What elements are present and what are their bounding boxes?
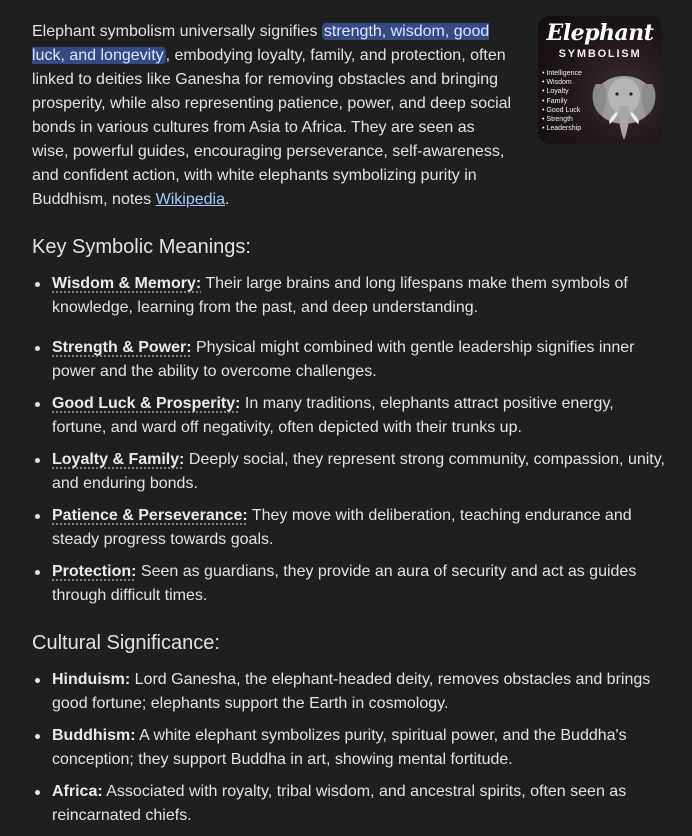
term-africa: Africa: bbox=[52, 783, 103, 800]
term-protection[interactable]: Protection: bbox=[52, 563, 137, 580]
image-list-item: • Strength bbox=[542, 115, 582, 124]
wikipedia-link[interactable]: Wikipedia bbox=[155, 191, 225, 208]
list-item bbox=[52, 560, 672, 608]
image-list-item: • Loyalty bbox=[542, 87, 582, 96]
list-item-text: Seen as guardians, they provide an aura of security and act as guides through difficult times. bbox=[52, 563, 637, 604]
list-item-text: Their large brains and long lifespans make them symbols of knowledge, learning from the past, and deep understanding. bbox=[52, 275, 628, 316]
cultural-significance-list bbox=[32, 668, 672, 828]
image-list-item: • Leadership bbox=[542, 124, 582, 133]
term-hinduism: Hinduism: bbox=[52, 671, 131, 688]
image-list-item: • Intelligence bbox=[542, 69, 582, 78]
list-item-text: Physical might combined with gentle leadership signifies inner power and the ability to overcome challenges. bbox=[52, 339, 635, 380]
key-meanings-heading: Key Symbolic Meanings: bbox=[32, 236, 251, 258]
term-good-luck-prosperity[interactable]: Good Luck & Prosperity: bbox=[52, 395, 241, 412]
intro-text-end: . bbox=[224, 191, 230, 208]
image-list-item: • Good Luck bbox=[542, 106, 582, 115]
list-item bbox=[52, 336, 672, 384]
term-strength-power[interactable]: Strength & Power: bbox=[52, 339, 192, 356]
list-item-text: A white elephant symbolizes purity, spiritual power, and the Buddha's conception; they support Buddha in art, showing mental fortitude. bbox=[52, 727, 627, 768]
intro-section bbox=[32, 20, 672, 212]
image-list bbox=[542, 69, 582, 133]
image-list-item: • Family bbox=[542, 97, 582, 106]
list-item bbox=[52, 780, 672, 828]
list-item-text: They move with deliberation, teaching endurance and steady progress towards goals. bbox=[52, 507, 632, 548]
list-item-text: Associated with royalty, tribal wisdom, and ancestral spirits, often seen as reincarnated chiefs. bbox=[52, 783, 627, 824]
list-item bbox=[52, 392, 672, 440]
list-item bbox=[52, 724, 672, 772]
term-patience-perseverance[interactable]: Patience & Perseverance: bbox=[52, 507, 248, 524]
list-item bbox=[52, 668, 672, 716]
image-title: Elephant bbox=[546, 20, 654, 46]
intro-text-before: Elephant symbolism universally signifies bbox=[32, 23, 322, 40]
intro-text-after: , embodying loyalty, family, and protection, often linked to deities like Ganesha for removing obstacles and bringing prosperity, while also representing patience, power, and deep social bonds in various cultures from Asia to Africa. They are seen as wise, powerful guides, encouraging perseverance, self-awareness, and confident action, with white elephants symbolizing purity in Buddhism, notes bbox=[32, 47, 512, 208]
list-item bbox=[52, 448, 672, 496]
list-item-text: Deeply social, they represent strong community, compassion, unity, and enduring bonds. bbox=[52, 451, 665, 492]
list-item bbox=[52, 272, 672, 320]
image-list-item: • Wisdom bbox=[542, 78, 582, 87]
image-subtitle: SYMBOLISM bbox=[558, 48, 642, 60]
term-loyalty-family[interactable]: Loyalty & Family: bbox=[52, 451, 185, 468]
intro-paragraph bbox=[32, 20, 512, 212]
elephant-illustration-icon bbox=[588, 66, 660, 142]
list-item bbox=[52, 504, 672, 552]
list-item-text: In many traditions, elephants attract positive energy, fortune, and ward off negativity, often depicted with their trunks up. bbox=[52, 395, 614, 436]
term-wisdom-memory[interactable]: Wisdom & Memory: bbox=[52, 275, 202, 292]
cultural-significance-heading: Cultural Significance: bbox=[32, 632, 220, 654]
intro-highlight: strength, wisdom, good luck, and longevity bbox=[32, 23, 490, 64]
elephant-symbolism-image[interactable] bbox=[538, 16, 662, 144]
list-item-text: Lord Ganesha, the elephant-headed deity, removes obstacles and brings good fortune; elephants support the Earth in cosmology. bbox=[52, 671, 651, 712]
term-buddhism: Buddhism: bbox=[52, 727, 136, 744]
response-content bbox=[32, 20, 672, 836]
key-meanings-list bbox=[32, 272, 672, 608]
